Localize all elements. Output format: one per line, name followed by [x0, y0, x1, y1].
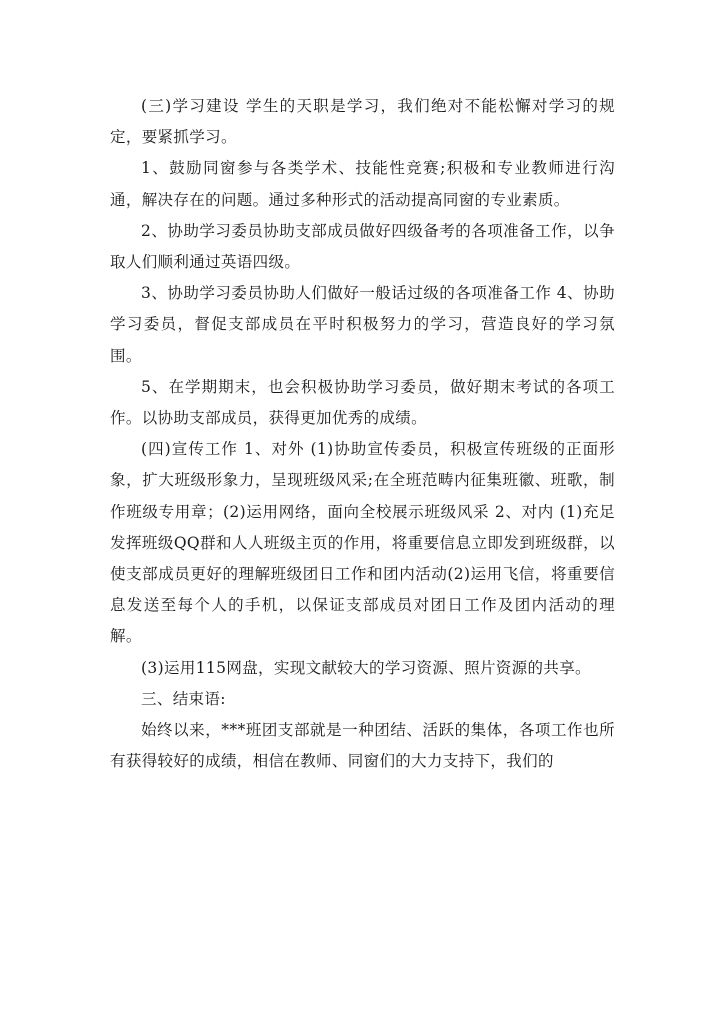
paragraph-item-3: 3、协助学习委员协助人们做好一般话过级的各项准备工作 4、协助学习委员，督促支部成员在平时积极努力的学习，营造良好的学习氛围。: [110, 284, 615, 365]
paragraph-netdisk: (3)运用115网盘，实现文献较大的学习资源、照片资源的共享。: [141, 658, 591, 677]
paragraph-study-construction: (三)学习建设 学生的天职是学习，我们绝对不能松懈对学习的规定，要紧抓学习。: [110, 97, 615, 147]
paragraph-item-1: 1、鼓励同窗参与各类学术、技能性竞赛;积极和专业教师进行沟通，解决存在的问题。通过多种形式的活动提高同窗的专业素质。: [110, 159, 615, 209]
section-heading-conclusion: 三、结束语:: [141, 689, 226, 708]
paragraph-item-5: 5、在学期期末，也会积极协助学习委员，做好期末考试的各项工作。以协助支部成员，获得更加优秀的成绩。: [110, 377, 615, 428]
paragraph-publicity-work: (四)宣传工作 1、对外 (1)协助宣传委员，积极宣传班级的正面形象，扩大班级形象力，呈现班级风采;在全班范畴内征集班徽、班歌，制作班级专用章；(2)运用网络，面向全校展示班级风采 2、对内 (1)充足发挥班级QQ群和人人班级主页的作用，将重要信息立即发到班级群，以使支部成员更好的理解班级团日工作和团内活动(2)运用飞信，将重要信息发送至每个人的手机，以保证支部成员对团日工作及团内活动的理解。: [110, 440, 615, 646]
paragraph-item-2: 2、协助学习委员协助支部成员做好四级备考的各项准备工作，以争取人们顺利通过英语四级。: [110, 221, 615, 272]
document-body: [110, 91, 615, 777]
paragraph-conclusion: 始终以来，***班团支部就是一种团结、活跃的集体，各项工作也所有获得较好的成绩，相信在教师、同窗们的大力支持下，我们的: [110, 721, 615, 771]
